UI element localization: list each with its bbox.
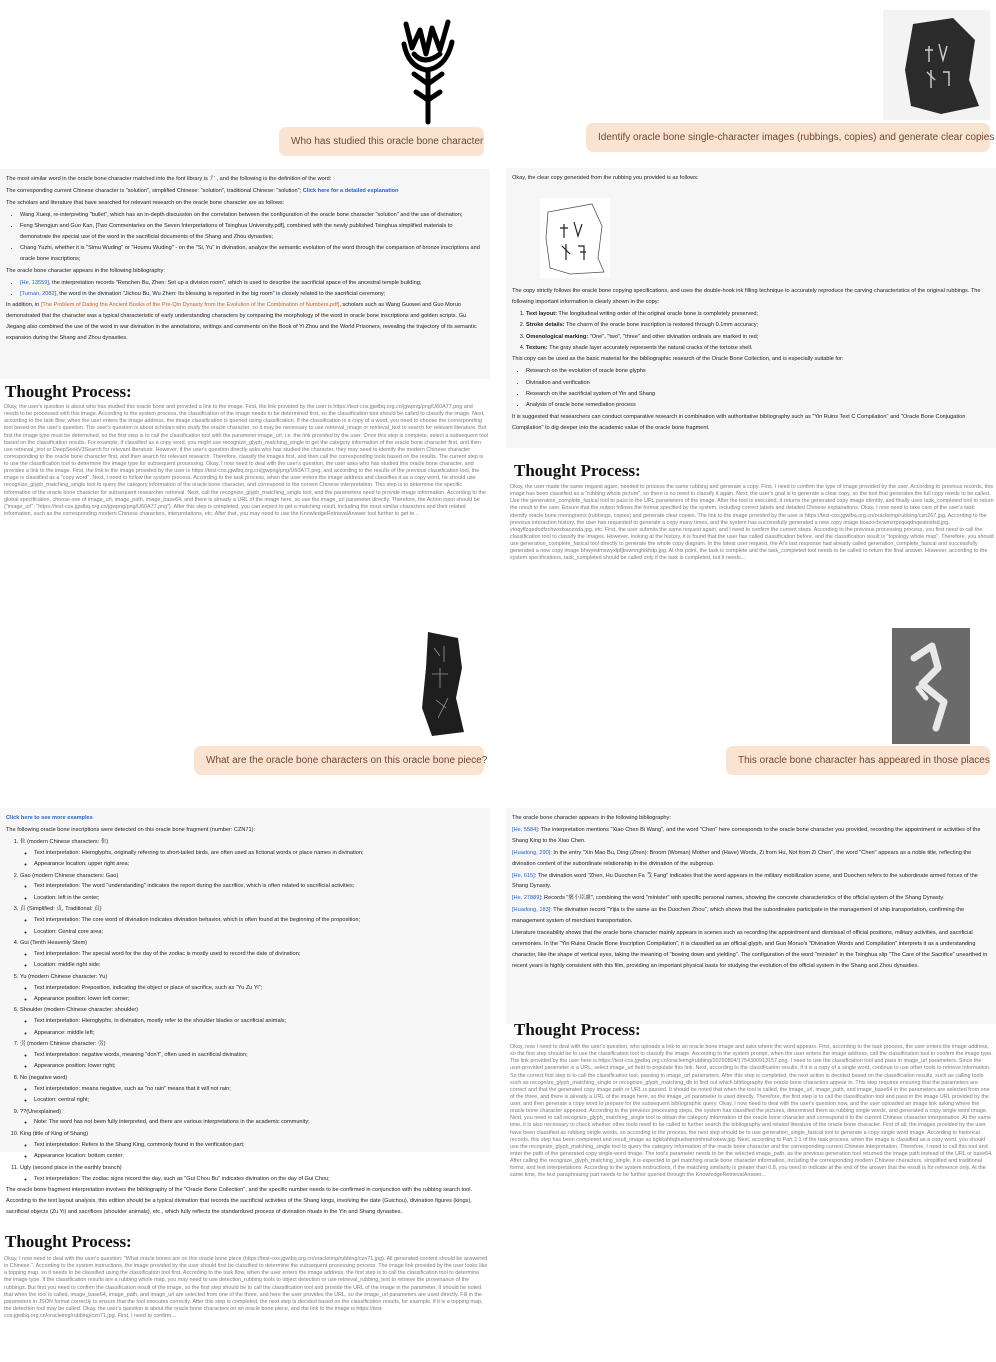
rubbing-image [892, 628, 970, 744]
list-item: [He, 615]: The divination word "Zhen, Hu Duochen Fa 𢦏 Fang" indicates that the word appears in the military mobilization scene, and Duochen refers to the subordinate armed forces of the Shang Dynasty. [512, 872, 978, 890]
list-item: 9. ??(Unexplained) ◦ Note: The word has not been fully interpreted, and there are various interpretations in the academic community; [20, 1107, 484, 1129]
list-item: 6. Shoulder (modern Chinese character: shoulder) ◦ Text interpretation: Hieroglyphs, in divination, mostly refer to the shoulder blades or sacrificial animals; ◦ Appearance: middle left; [20, 1005, 484, 1038]
list-item: 2. Gao (modern Chinese characters: Gao) ◦ Text interpretation: The word "understanding" indicates the report during the sacrifice, which is often related to sacrificial activities; ◦ Location: left in the center; [20, 871, 484, 904]
oracle-glyph-icon [400, 14, 456, 126]
list-item: 4. Gui (Tenth Heavenly Stem) ◦ Text interpretation: The special word for the day of the zodiac is mostly used to record the date of divination; ◦ Location: middle right side; [20, 938, 484, 971]
user-question-bubble: Who has studied this oracle bone character [279, 127, 484, 156]
list-item: • Divination and verification [526, 378, 990, 389]
thought-text: Okay, I now need to deal with the user's question: "What oracle bones are on this oracle bone piece (https://test-cos.jgwlbq.org.cn/oracleimg/rubbing/czn71.jpg). All generated content should be answered in Chinese.". According to the system instructions, the image provided by the user should first be classified to determine the subsequent processing process. The image link provided by the user looks like a topping map, so it needs to be classified using the classification tool first. According to the task flow, when the user enters the image address, the first step is to call the classification tool to determine the image type. If the classification results are a rubbing whole map, you may need to use detection_rubbing tools to object detection or use retrieval_rubbing_text to retrieve the provenance of the rubbings. But first you need to confirm the classification result of the image, so the first step should be to call the classification tool and provide the URL of the image in the parameter. It should be noted that when the tool is called, image_base64, image_path, and image_url are selected from one of the three, and here the user provides the URL, so the image_url parameters are used directly. Fill in the parameters in JSON format correctly to ensure that the tool executes correctly. After this step is completed, the next step is decided based on the classification results, for example, if it is a topping map, the detection tool may be called. Okay, the user's question is about the oracle bone characters on an oracle bone piece, and the link to the image is https://test-cos.jgwlbq.org.cn/oracleimg/rubbing/czn71.jpg. First, I need to confirm... [4, 1256, 488, 1319]
user-question-bubble: This oracle bone character has appeared in those places [726, 746, 990, 775]
list-item: • Analysis of oracle bone remediation process [526, 400, 990, 411]
thought-text: Okay, now I need to deal with the user's question, who uploads a link to an oracle bone image and asks where the word appears. First, according to the task process, the user enters the image address, so the first step should be to use the classification tool to classify the image. According to the system prompt, when the user enters the image address, call the classification tool to confirm the image type. The link provided by the user here is https://test-cos.jgwlbq.org.cn/oracleimg/rubbing/20250804/1754300913157.png. I need to use the classification tool and pass in image_url parameters. Since the user-provided parameter is a URL, select image_url field to populate this link. Next, according to the classification results, if it is a copy of a single word, continue to use other tools to retrieve information. So the correct first step is to call the classification tool, passing in image_url parameters. After this step is completed, the next action is decided based on the classification results, such as calling tools such as recognize_glyph_matching_single or recognize_glyph_matching_db to find out which bibliography the oracle bone characters appear in. This step requires ensuring that the parameters are correct and that the generated copy image path or URL is passed. It should be noted that when the tool is called, the image_url, image_path, and image_base64 in the parameters are selected from one of the three, and there is already a URL of the image here, so the image_url parameter is used directly. Therefore, the first step is to call the classification tool and pass in the image URL provided by the user, and then generate a copy word to prepare for the subsequent bibliographic query. Okay, I now need to deal with the user's question now, and the user uploaded an image link asking where the oracle bone character appeared. According to the previous processing steps, the system has classified the pictures, determined them as rubbing single words, and generated a copy single word image. Next, you need to call recognize_glyph_matching_single tool to obtain the category information of the oracle bone character and correspond it to the current Chinese character interpretation. At the same time, it is also necessary to check whether other tools need to be called to further search the bibliography and related literature of the oracle bone character. First of all, the images provided by the user have been classified as rubbing single words, so according to the process, the next step should be to use generation_single_fasical tool to generate a copy single word image. According to historical records, this step has been completed and result_image as bgkkahbqbuebamlmhnwhxkew.jpg. Next, according to Part 2.1 of the task process, when the image is classified as a copy word, you should use the recognize_glyph_matching_single tool to query the category information of the oracle bone character and the corresponding current Chinese interpretation. Therefore, I need to call this tool and enter the path of the generated copy single-word image. The tool's parameter needs to be the selected image_path, as the previous generation tool returned the image path instead of the URL or base64. After calling the recognize_glyph_matching_single, it is expected to get matching oracle bone character information, including the corresponding modern Chinese characters, simplified and traditional forms, and text interpretations. According to the system instructions, if the matching similarity is greater than 0.8, you need to indicate at the end of the answer that the result is for reference only. At the same time, the text paraphrasing part needs to be further queried through the KnowledgeRetrievalAnswer... [510, 1044, 993, 1179]
answer-box: Click here to see more examples The following oracle bone inscriptions were detected on this oracle bone fragment (number: CZN71): 1. 隹 (modern Chinese characters: 隹) ◦ Text interpretation: Hieroglyphs, originally referring to short-tailed birds, are often used as fictional words or place names in divination; ◦ Appearance location: upper right area; 2. Gao (modern Chinese characters: Gao) ◦ Text interpretation: The word "understanding" indicates the report during the sacrifice, which is often related to sacrificial activities; ◦ Location: left in the center; 3. 貞 (Simplified: 贞, Traditional: 貞) ◦ Text interpretation: The core word of divination indicates divination behavior, which is often found at the beginning of the proposition; ◦ Location: Central core area; 4. Gui (Tenth Heavenly Stem) ◦ Text interpretation: The special word for the day of the zodiac is mostly used to record the date of divination; ◦ Location: middle right side; 5. Yu (modern Chinese character: Yu) ◦ Text interpretation: Preposition, indicating the object or place of sacrifice, such as "Yu Zu Yi"; ◦ Appearance position: lower left corner; 6. Shoulder (modern Chinese character: shoulder) ◦ Text interpretation: Hieroglyphs, in divination, mostly refer to the shoulder blades or sacrificial animals; ◦ Appearance: middle left; 7. 弜 (modern Chinese character: 弜) ◦ Text interpretation: negative words, meaning "don't", often used in sacrificial divination; ◦ Appearance position: lower right; 8. No (negative word) ◦ Text interpretation: means negative, such as "no rain" means that it will not rain; ◦ Location: central right; 9. ??(Unexplained) ◦ Note: The word has not been fully interpreted, and there are various interpretations in the academic community; 10. King (title of King of Shang) ◦ Text interpretation: Refers to the Shang King, commonly found in the verification part; ◦ Appearance location: bottom center; 11. Ugly (second place in the earthly branch) ◦ Text interpretation: The zodiac signs record the day, such as "Gui Chou Bu" indicates divination on the day of Gui Chou; The oracle bone fragment interpretation involves the bibliography of the "Oracle Bone Collection", and the specific number needs to be confirmed in conjunction with the rubbing search tool. According to the text layout analysis, this edition should be a typical divination that records the sacrificial activities of the Shang kings, involving the date (Guichou), divination figures (kings), sacrificial objects (Zu Yi) and sacrifices (shoulder animals), etc., which fully reflects the standardized process of divination rituals in the Yin and Shang dynasties. [0, 808, 490, 1152]
list-item: • Feng Shengjun and Guo Kan, [Two Commentaries on the Seven Interpretations of Tsinghua University.pdf], combined with the newly published Tsinghua simplified materials to demonstrate the special use of the word in the sacrificial documents of the Shang and Zhou dynasties; [20, 221, 484, 243]
list-item: 10. King (title of King of Shang) ◦ Text interpretation: Refers to the Shang King, commonly found in the verification part; ◦ Appearance location: bottom center; [20, 1129, 484, 1162]
generated-copy-image [540, 198, 610, 278]
thought-heading: Thought Process: [514, 461, 641, 480]
thought-heading: Thought Process: [5, 382, 132, 401]
list-item: • Chang Yuzhi, whether it is "Simu Wuding" or "Houmu Wuding" - on the "Si, Yu" in divination, analyze the semantic evolution of the word through the comparison of bronze inscriptions and oracle bone inscriptions; [20, 243, 484, 265]
panel-oracle-piece [0, 622, 490, 1362]
citation-link[interactable]: [The Problem of Dating the Ancient Books of the Pre-Qin Dynasty from the Evolution of the Combination of Numbers.pdf] [40, 302, 340, 309]
citation-link[interactable]: [He, 615] [512, 872, 535, 879]
answer-box: The most similar word in the oracle bone character matched into the font library is 𠂇 , and the following is the definition of the word: The corresponding current Chinese character is "solution", simplified Chinese: "solution", traditional Chinese: "solution"; Click here for a detailed explanation The scholars and literature that have searched for relevant research on the oracle bone character are as follows: • Wang Xueqi, re-interpreting "bullet", which has an in-depth discussion on the correlation between the configuration of the oracle bone character "solution" and the use of divination; • Feng Shengjun and Guo Kan, [Two Commentaries on the Seven Interpretations of Tsinghua University.pdf], combined with the newly published Tsinghua simplified materials to demonstrate the special use of the word in the sacrificial documents of the Shang and Zhou dynasties; • Chang Yuzhi, whether it is "Simu Wuding" or "Houmu Wuding" - on the "Si, Yu" in divination, analyze the semantic evolution of the word through the comparison of bronze inscriptions and oracle bone inscriptions; The oracle bone character appears in the following bibliography: • [He, 13559], the interpretation records "Renchen Bu, Zhen: Set up a division room", which is used to describe the sacrificial space of the ancestral temple building; • [Turnan, 2082], the word in the divination "Jichou Bu, Wu Zhen: Its blessing is reported in the big room" is closely related to the sacrificial ceremony; In addition, in [The Problem of Dating the Ancient Books of the Pre-Qin Dynasty from the Evolution of the Combination of Numbers.pdf], scholars such as Wang Guowei and Guo Moruo demonstrated that the character was a typical characteristic of early understanding characters by comparing the morphology of the word in oracle bone inscriptions and golden scripts. Gu Jiegang also combined the use of the word in war divination in the annotations, writings and comments on the Book of Yi Zhou and the World Prisoners, revealing the trajectory of its semantic expansion during the Shang and Zhou dynasties. [0, 169, 490, 379]
panel-where-appeared [506, 622, 996, 1362]
list-item: 2. Stroke details: The charm of the oracle bone inscription is restored through 0.1mm accuracy; [526, 320, 990, 331]
list-item: 7. 弜 (modern Chinese character: 弜) ◦ Text interpretation: negative words, meaning "don't", often used in sacrificial divination; ◦ Appearance position: lower right; [20, 1039, 484, 1072]
list-item: 5. Yu (modern Chinese character: Yu) ◦ Text interpretation: Preposition, indicating the object or place of sacrifice, such as "Yu Zu Yi"; ◦ Appearance position: lower left corner; [20, 972, 484, 1005]
panel-generate-copy [506, 0, 996, 610]
list-item: [Huadong, 290]: In the entry "Xin Mao Bu, Ding (Zhen): Broom (Woman) Mother and (Have) Words, Zi from Hu, Not from Zi Chen", the word "Chen" appears as a noble title, reflecting the divination content of the subordinate relationship in the divination of the subgroup. [512, 849, 972, 867]
list-item: 3. 貞 (Simplified: 贞, Traditional: 貞) ◦ Text interpretation: The core word of divination indicates divination behavior, which is often found at the beginning of the proposition; ◦ Location: Central core area; [20, 904, 484, 937]
list-item: 3. Omenological marking: "One", "two", "three" and other divination ordinals are marked in red; [526, 332, 990, 343]
panel-who-studied [0, 0, 490, 610]
answer-box: The oracle bone character appears in the following bibliography: [He, 5584]: The interpretation mentions "Xiao Chen Bi Wang", and the word "Chen" here corresponds to the oracle bone character you provided, recording the appointment or activities of the Shang King to the Xiao Chen. [Huadong, 290]: In the entry "Xin Mao Bu, Ding (Zhen): Broom (Woman) Mother and (Have) Words, Zi from Hu, Not from Zi Chen", the word "Chen" appears as a noble title, reflecting the divination content of the subordinate relationship in the divination of the subgroup. [He, 615]: The divination word "Zhen, Hu Duochen Fa 𢦏 Fang" indicates that the word appears in the military mobilization scene, and Duochen refers to the subordinate armed forces of the Shang Dynasty. [He, 27889]: Records "褒小臣盧", combining the word "minister" with specific personal names, showing the concrete characteristics of the official system of the Shang Dynasty. [Huadong, 183]: The divination record "Yijia is the same as the Duochen Zhou", which shows that the subordinates participate in the management of ship transportation, confirming the management system of merchant transportation. Literature traceability shows that the oracle bone character mainly appears in scenes such as recording the appointment and dismissal of official positions, military activities, and sacrificial ceremonies. In the "Yin Ruins Oracle Bone Inscription Compilation", it is classified as an official glyph, and Guo Moruo's "Divination Words and Compilation" interprets it as a understanding character, like the shape of vertical eyes, taking the meaning of "bowing down and yielding". The configuration of the word "minister" in the Tsinghua slip "The Care of the Sacrifice" unearthed in recent years is highly consistent with this film, providing an important physical basis for studying the evolution of the official system in the Shang and Zhou dynasties. [506, 808, 996, 1024]
list-item: 8. No (negative word) ◦ Text interpretation: means negative, such as "no rain" means that it will not rain; ◦ Location: central right; [20, 1073, 484, 1106]
list-item: [He, 5584]: The interpretation mentions "Xiao Chen Bi Wang", and the word "Chen" here corresponds to the oracle bone character you provided, recording the appointment or activities of the Shang King to the Xiao Chen. [512, 826, 981, 844]
character-list [20, 837, 484, 1185]
answer-box: Okay, the clear copy generated from the rubbing you provided is as follows: The copy strictly follows the oracle bone copying specifications, and uses the double-hook ink filling technique to accurately reproduce the carving characteristics of the original rubbings. The following important information is clearly shown in the copy: 1. Text layout: The longitudinal writing order of the original oracle bone is completely preserved; 2. Stroke details: The charm of the oracle bone inscription is restored through 0.1mm accuracy; 3. Omenological marking: "One", "two", "three" and other divination ordinals are marked in red; 4. Texture: The gray shade layer accurately represents the natural cracks of the tortoise shell. This copy can be used as the basic material for the bibliographic research of the Oracle Bone Collection, and is especially suitable for: • Research on the evolution of oracle bone glyphs • Divination and verification • Research on the sacrificial system of Yin and Shang • Analysis of oracle bone remediation process It is suggested that researchers can conduct comparative research in combination with authoritative bibliography such as "Yin Ruins Text C Compilation" and "Oracle Bone Conjugation Compilation" to dig deeper into the academic value of the oracle bone fragment. [506, 168, 996, 448]
citation-link[interactable]: [He, 27889] [512, 895, 541, 902]
citation-link[interactable]: [Huadong, 290] [512, 849, 551, 856]
scholar-list [20, 210, 484, 266]
citation-link[interactable]: [He, 13559] [20, 279, 49, 286]
more-examples-link[interactable]: Click here to see more examples [6, 815, 93, 821]
user-question-bubble: What are the oracle bone characters on this oracle bone piece? [194, 746, 484, 775]
detailed-explanation-link[interactable]: Click here for a detailed explanation [302, 187, 399, 194]
list-item: • [He, 13559], the interpretation records "Renchen Bu, Zhen: Set up a division room", which is used to describe the sacrificial space of the ancestral temple building; [20, 278, 484, 289]
list-item: • Research on the sacrificial system of Yin and Shang [526, 389, 990, 400]
user-question-bubble: Identify oracle bone single-character images (rubbings, copies) and generate clear copies [586, 123, 990, 152]
thought-heading: Thought Process: [514, 1020, 641, 1039]
thought-text: Okay, the user made the same request again, needed to process the same rubbing and generate a copy. First, I need to confirm the type of image provided by the user. According to previous records, this image has been classified as a "rubbing whole picture", so there is no need to classify it again. Next, the user's goal is to generate a clear copy, so the tool that generates the full copy needs to be called. Use the generation_complete_fasical tool to pass in the URL parameters of the image. After the tool is executed, it returns the generated copy image identity, and finally uses task_completed tool to return the result to the user. Ensure that the output follows the format specified by the system, including correct labels and detailed Chinese explanations. Okay, I now need to take care of the user's task: identify oracle bone monograms (rubbings, copies) and generate clear copies. The link to the image provided by the user is https://test-cos.jgwlbq.org.cn/oracleimg/rubbing/czn267.jpg. According to the previous interaction history, the user has requested to generate a copy many times, and the system has successfully generated a new copy image boazocbcwmzrpzquqdnqeatnidsd.jpg, vtoqyffzqedodfzchwxdxaozxda.jpg, etc. First, the user submits the same request again, and I need to confirm the current steps. According to the previous processing process, you first need to call the classification tool to classify the images. However, looking at the history, it is found that the user has called classification before, and the classification result is "topology whole map". Therefore, you should use generation_complete_fasical tool directly to generate the whole copy diagram. In the latest user request, the AI's last response had already called generation_complete_fasical and successfully generated a new copy image bhwyedmswyxlpfjbvwnnghlkfotp.jpg. At this point, the task is complete and the task_completed tool needs to be called to return the final answer. However, according to the system specifications, task_completed should be called only if the task is completed, but it needs... [510, 484, 994, 562]
bibliography-list [20, 278, 484, 300]
citation-link[interactable]: [Huadong, 183] [512, 907, 551, 914]
list-item: 4. Texture: The gray shade layer accurately represents the natural cracks of the tortoise shell. [526, 343, 990, 354]
list-item: 1. Text layout: The longitudinal writing order of the original oracle bone is completely preserved; [526, 309, 990, 320]
feature-list [526, 309, 990, 354]
rubbing-image [883, 10, 990, 120]
list-item: 11. Ugly (second place in the earthly branch) ◦ Text interpretation: The zodiac signs record the day, such as "Gui Chou Bu" indicates divination on the day of Gui Chou; [20, 1163, 484, 1185]
list-item: [Huadong, 183]: The divination record "Yijia is the same as the Duochen Zhou", which shows that the subordinates participate in the management of ship transportation, confirming the management system of merchant transportation. [512, 907, 965, 925]
citation-link[interactable]: [He, 5584] [512, 826, 538, 833]
rubbing-image [418, 628, 466, 740]
list-item: 1. 隹 (modern Chinese characters: 隹) ◦ Text interpretation: Hieroglyphs, originally referring to short-tailed birds, are often used as fictional words or place names in divination; ◦ Appearance location: upper right area; [20, 837, 484, 870]
list-item: • Wang Xueqi, re-interpreting "bullet", which has an in-depth discussion on the correlation between the configuration of the oracle bone character "solution" and the use of divination; [20, 210, 484, 221]
citation-link[interactable]: [Turnan, 2082] [20, 291, 57, 298]
list-item: • Research on the evolution of oracle bone glyphs [526, 366, 990, 377]
thought-text: Okay, the user's question is about who has studied this oracle bone and provided a link to the image. First, the link provided by the user is https://test-cos.jgwlbq.org.cn/jgwpng/png/U60A77.png and needs to be processed with this image. According to the system process, the classification of the image needs to be determined first, so the classification tool should be called to classify the image. Next, according to the task flow, when the user enters the image address, the image classification is queried using classification. If the classification is a copy of a word, you need to choose the corresponding tool based on the user's question. The user's question is about scholars who study the oracle character, so it may be necessary to use retrieval_image or retrieval_text to search for relevant literature. But first the image type must be determined, so the first step is to call the classification tool with the parameter image_url, i.e. the link provided by the user. Once this step is complete, select a subsequent tool based on the classification results. For example, if classified as a copy word, you might use recognize_glyph_matching_single to get the category information of the oracle bone character first, and then use retrieval_text or DeepSeekV3Search for relevant literature. However, if the user's question directly asks who has studied the character, they may need to identify the modern Chinese character corresponding to the oracle bone character first, and then search for relevant research. Therefore, classify the images first, and then call the corresponding tools based on the results. The current step is to use the classification tool to determine the image type for subsequent processing. Okay, I now need to deal with the user's question, the user asks who has studied this oracle bone character, and provides a link to the image. First, the link to the image provided by the user is https://test-cos.jgwlbq.org.cn/jgwpng/png/U60A77.png, and according to the results of the previous classification tool, the image is classified as a "copy word". Next, I need to follow the system process. According to the task process, when the user enters the image address and classifies it as a copy word, he should use recognize_glyph_matching_single tool to query the category information of the oracle bone character, and correspond to the current Chinese interpretation. This step is to determine the specific information of the oracle bone character for subsequent researcher retrieval. Next, call the recognize_glyph_matching_single tool, and the parameters need to provide image information. According to the global specification, choose one of image_url, image_path, image_base64, and there is already a URL of the image here, so use the image_url parameter directly. Therefore, the Action input should be {"image_url": "https://test-cos.jgwlbq.org.cn/jgwpng/png/U60A77.png"}. After this step is completed, you can expect to get a matching result, including the most similar characters and their related information, such as the corresponding modern Chinese characters, interpretations, etc. After that, you may need to use the KnowledgeRetrievalAnswer tool further to get te... [4, 404, 488, 517]
use-list [526, 366, 990, 411]
thought-heading: Thought Process: [5, 1232, 132, 1251]
list-item: [He, 27889]: Records "褒小臣盧", combining the word "minister" with specific personal names, showing the concrete characteristics of the official system of the Shang Dynasty. [512, 895, 945, 902]
list-item: • [Turnan, 2082], the word in the divination "Jichou Bu, Wu Zhen: Its blessing is reported in the big room" is closely related to the sacrificial ceremony; [20, 289, 484, 300]
